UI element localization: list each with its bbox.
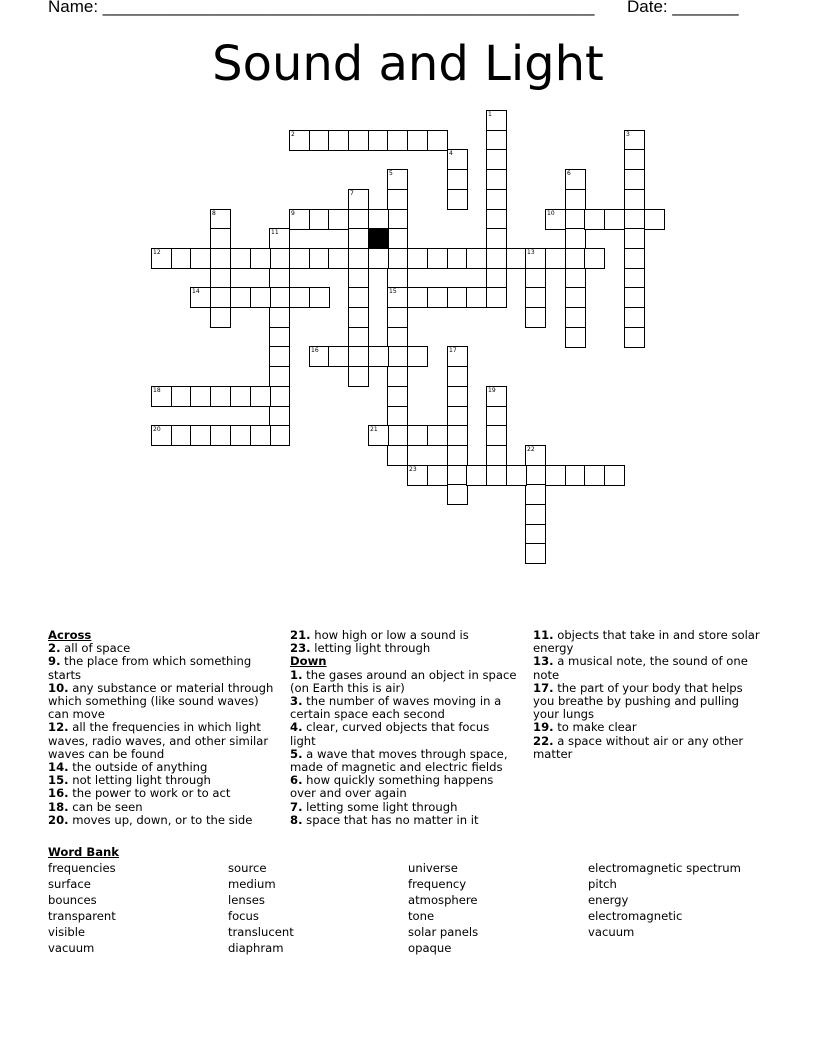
- grid-cell[interactable]: [230, 287, 251, 308]
- grid-cell[interactable]: [387, 169, 408, 190]
- grid-cell[interactable]: [230, 425, 251, 446]
- grid-cell[interactable]: [387, 248, 408, 269]
- grid-cell[interactable]: [506, 465, 527, 486]
- word-bank-item: vacuum: [588, 925, 635, 939]
- grid-cell[interactable]: [387, 386, 408, 407]
- word-bank-column-2: [228, 860, 294, 956]
- word-bank-item: pitch: [588, 877, 617, 891]
- grid-cell[interactable]: [447, 445, 468, 466]
- grid-cell[interactable]: [269, 425, 290, 446]
- down-clue: 1. the gases around an object in space (on Earth this is air): [290, 667, 517, 695]
- grid-cell[interactable]: [565, 268, 586, 289]
- grid-cell[interactable]: [387, 346, 408, 367]
- across-clue: 20. moves up, down, or to the side: [48, 812, 253, 827]
- grid-cell[interactable]: [565, 287, 586, 308]
- grid-cell[interactable]: [368, 346, 389, 367]
- grid-cell[interactable]: [250, 386, 271, 407]
- grid-cell[interactable]: [151, 425, 172, 446]
- name-field[interactable]: Name: ____________________________________________________: [48, 0, 595, 16]
- grid-cell[interactable]: [348, 287, 369, 308]
- grid-cell[interactable]: [151, 248, 172, 269]
- grid-cell[interactable]: [624, 268, 645, 289]
- grid-cell[interactable]: [407, 287, 428, 308]
- grid-cell[interactable]: [269, 366, 290, 387]
- grid-cell[interactable]: [624, 228, 645, 249]
- grid-cell[interactable]: [387, 366, 408, 387]
- down-clue: 5. a wave that moves through space, made of magnetic and electric fields: [290, 746, 508, 775]
- grid-cell[interactable]: [387, 228, 408, 249]
- grid-cell[interactable]: [525, 504, 546, 525]
- grid-cell[interactable]: [348, 209, 369, 230]
- grid-cell[interactable]: [407, 346, 428, 367]
- grid-cell[interactable]: [309, 248, 330, 269]
- clue-number: 17: [449, 347, 457, 354]
- across-clue: 2. all of space: [48, 641, 131, 656]
- grid-cell[interactable]: [447, 386, 468, 407]
- grid-cell[interactable]: [328, 209, 349, 230]
- grid-cell[interactable]: [387, 307, 408, 328]
- grid-cell[interactable]: [486, 228, 507, 249]
- grid-cell[interactable]: [545, 209, 566, 230]
- grid-cell[interactable]: [348, 189, 369, 210]
- grid-cell[interactable]: [387, 130, 408, 151]
- word-bank-column-3: [408, 860, 478, 956]
- down-clue: 17. the part of your body that helps you breathe by pushing and pulling your lungs: [533, 680, 743, 722]
- grid-cell[interactable]: [210, 228, 231, 249]
- grid-cell[interactable]: [624, 307, 645, 328]
- grid-cell[interactable]: [545, 248, 566, 269]
- grid-cell[interactable]: [309, 346, 330, 367]
- grid-cell[interactable]: [486, 209, 507, 230]
- grid-cell[interactable]: [269, 346, 290, 367]
- grid-cell[interactable]: [269, 406, 290, 427]
- grid-cell[interactable]: [447, 149, 468, 170]
- grid-cell[interactable]: [624, 189, 645, 210]
- grid-cell[interactable]: [289, 248, 310, 269]
- word-bank-item: solar panels: [408, 925, 479, 939]
- grid-cell[interactable]: [486, 110, 507, 131]
- across-heading: Across: [48, 628, 92, 642]
- grid-cell[interactable]: [584, 209, 605, 230]
- grid-cell[interactable]: [387, 445, 408, 466]
- grid-cell[interactable]: [486, 425, 507, 446]
- grid-cell[interactable]: [289, 130, 310, 151]
- grid-cell[interactable]: [447, 248, 468, 269]
- across-clue: 16. the power to work or to act: [48, 786, 231, 801]
- grid-cell[interactable]: [565, 169, 586, 190]
- grid-cell[interactable]: [624, 169, 645, 190]
- clue-number: 14: [192, 288, 200, 295]
- word-bank-item: surface: [48, 877, 91, 891]
- grid-cell[interactable]: [348, 228, 369, 249]
- across-clue: 15. not letting light through: [48, 773, 211, 788]
- clues-column-1: [48, 629, 276, 827]
- grid-cell[interactable]: [624, 149, 645, 170]
- grid-cell[interactable]: [486, 248, 507, 269]
- word-bank-item: bounces: [48, 893, 97, 907]
- grid-cell[interactable]: [368, 248, 389, 269]
- down-clue: 6. how quickly something happens over and over again: [290, 773, 494, 801]
- grid-cell[interactable]: [427, 130, 448, 151]
- grid-cell[interactable]: [387, 268, 408, 289]
- grid-cell[interactable]: [269, 327, 290, 348]
- word-bank-item: source: [228, 861, 267, 875]
- grid-cell[interactable]: [328, 346, 349, 367]
- word-bank-item: electromagnetic: [588, 909, 683, 923]
- grid-cell[interactable]: [525, 465, 546, 486]
- grid-cell[interactable]: [486, 189, 507, 210]
- clue-number: 2: [291, 131, 295, 138]
- clue-number: 12: [153, 249, 161, 256]
- grid-cell[interactable]: [525, 248, 546, 269]
- clue-number: 9: [291, 210, 295, 217]
- word-bank-item: focus: [228, 909, 259, 923]
- grid-cell[interactable]: [387, 209, 408, 230]
- grid-cell[interactable]: [525, 307, 546, 328]
- grid-cell[interactable]: [368, 425, 389, 446]
- grid-cell[interactable]: [447, 366, 468, 387]
- word-bank-item: visible: [48, 925, 86, 939]
- word-bank-item: vacuum: [48, 941, 95, 955]
- across-clue: 21. how high or low a sound is: [290, 628, 469, 642]
- grid-cell[interactable]: [486, 445, 507, 466]
- word-bank-item: lenses: [228, 893, 265, 907]
- word-bank-item: atmosphere: [408, 893, 478, 907]
- across-clue: 14. the outside of anything: [48, 760, 208, 775]
- grid-cell[interactable]: [269, 386, 290, 407]
- grid-cell[interactable]: [525, 484, 546, 505]
- grid-cell[interactable]: [190, 386, 211, 407]
- date-field[interactable]: Date: _______: [627, 0, 739, 16]
- grid-cell[interactable]: [348, 327, 369, 348]
- grid-cell[interactable]: [447, 406, 468, 427]
- grid-cell[interactable]: [171, 386, 192, 407]
- grid-cell[interactable]: [289, 209, 310, 230]
- grid-cell[interactable]: [427, 465, 448, 486]
- grid-cell[interactable]: [230, 248, 251, 269]
- grid-cell[interactable]: [309, 287, 330, 308]
- grid-cell[interactable]: [387, 189, 408, 210]
- grid-cell[interactable]: [466, 287, 487, 308]
- shaded-cell: [368, 228, 389, 249]
- grid-cell[interactable]: [506, 248, 527, 269]
- grid-cell[interactable]: [447, 189, 468, 210]
- grid-cell[interactable]: [565, 248, 586, 269]
- grid-cell[interactable]: [269, 307, 290, 328]
- grid-cell[interactable]: [604, 209, 625, 230]
- grid-cell[interactable]: [328, 130, 349, 151]
- grid-cell[interactable]: [210, 287, 231, 308]
- word-bank-item: frequency: [408, 877, 467, 891]
- grid-cell[interactable]: [427, 287, 448, 308]
- grid-cell[interactable]: [486, 465, 507, 486]
- across-clue: 10. any substance or material through which something (like sound waves) can move: [48, 680, 274, 722]
- grid-cell[interactable]: [348, 248, 369, 269]
- grid-cell[interactable]: [250, 248, 271, 269]
- grid-cell[interactable]: [565, 209, 586, 230]
- grid-cell[interactable]: [269, 268, 290, 289]
- grid-cell[interactable]: [348, 130, 369, 151]
- grid-cell[interactable]: [387, 425, 408, 446]
- grid-cell[interactable]: [447, 287, 468, 308]
- grid-cell[interactable]: [565, 307, 586, 328]
- word-bank-item: translucent: [228, 925, 294, 939]
- clue-number: 21: [370, 426, 378, 433]
- word-bank-column-4: [588, 860, 741, 940]
- grid-cell[interactable]: [486, 406, 507, 427]
- clue-number: 13: [527, 249, 535, 256]
- clue-number: 5: [389, 170, 393, 177]
- grid-cell[interactable]: [584, 248, 605, 269]
- clue-number: 1: [488, 111, 492, 118]
- grid-cell[interactable]: [447, 346, 468, 367]
- grid-cell[interactable]: [190, 425, 211, 446]
- grid-cell[interactable]: [624, 327, 645, 348]
- grid-cell[interactable]: [624, 130, 645, 151]
- grid-cell[interactable]: [309, 130, 330, 151]
- word-bank-item: transparent: [48, 909, 116, 923]
- grid-cell[interactable]: [486, 287, 507, 308]
- grid-cell[interactable]: [565, 189, 586, 210]
- grid-cell[interactable]: [171, 425, 192, 446]
- across-clue: 9. the place from which something starts: [48, 654, 252, 682]
- clue-number: 18: [153, 387, 161, 394]
- grid-cell[interactable]: [328, 248, 349, 269]
- grid-cell[interactable]: [368, 130, 389, 151]
- word-bank-item: frequencies: [48, 861, 116, 875]
- grid-cell[interactable]: [368, 209, 389, 230]
- clue-number: 11: [271, 229, 279, 236]
- clues-column-3: [533, 629, 765, 761]
- clue-number: 19: [488, 387, 496, 394]
- down-clue: 3. the number of waves moving in a certain space each second: [290, 694, 502, 722]
- grid-cell[interactable]: [151, 386, 172, 407]
- grid-cell[interactable]: [565, 228, 586, 249]
- grid-cell[interactable]: [486, 268, 507, 289]
- grid-cell[interactable]: [525, 543, 546, 564]
- grid-cell[interactable]: [250, 287, 271, 308]
- grid-cell[interactable]: [565, 465, 586, 486]
- grid-cell[interactable]: [309, 209, 330, 230]
- clue-number: 20: [153, 426, 161, 433]
- grid-cell[interactable]: [624, 209, 645, 230]
- grid-cell[interactable]: [447, 465, 468, 486]
- word-bank-item: energy: [588, 893, 629, 907]
- grid-cell[interactable]: [407, 248, 428, 269]
- grid-cell[interactable]: [525, 524, 546, 545]
- word-bank-item: universe: [408, 861, 458, 875]
- clue-number: 15: [389, 288, 397, 295]
- down-clue: 7. letting some light through: [290, 799, 458, 814]
- across-clue: 18. can be seen: [48, 799, 143, 814]
- down-heading: Down: [290, 654, 327, 669]
- grid-cell[interactable]: [644, 209, 665, 230]
- grid-cell[interactable]: [427, 425, 448, 446]
- clues-column-2: [290, 629, 518, 827]
- down-clue: 19. to make clear: [533, 720, 637, 735]
- grid-cell[interactable]: [210, 307, 231, 328]
- grid-cell[interactable]: [466, 248, 487, 269]
- grid-cell[interactable]: [525, 445, 546, 466]
- grid-cell[interactable]: [427, 248, 448, 269]
- grid-cell[interactable]: [269, 228, 290, 249]
- clue-number: 22: [527, 446, 535, 453]
- down-clue: 13. a musical note, the sound of one note: [533, 654, 748, 682]
- grid-cell[interactable]: [210, 425, 231, 446]
- page-title: Sound and Light: [212, 36, 604, 92]
- clue-number: 8: [212, 210, 216, 217]
- grid-cell[interactable]: [348, 346, 369, 367]
- clue-number: 6: [567, 170, 571, 177]
- grid-cell[interactable]: [486, 149, 507, 170]
- grid-cell[interactable]: [387, 327, 408, 348]
- grid-cell[interactable]: [171, 248, 192, 269]
- grid-cell[interactable]: [250, 425, 271, 446]
- grid-cell[interactable]: [584, 465, 605, 486]
- grid-cell[interactable]: [525, 287, 546, 308]
- grid-cell[interactable]: [210, 209, 231, 230]
- grid-cell[interactable]: [486, 386, 507, 407]
- grid-cell[interactable]: [604, 465, 625, 486]
- grid-cell[interactable]: [348, 268, 369, 289]
- down-clue: 8. space that has no matter in it: [290, 812, 479, 827]
- across-clue: 23. letting light through: [290, 641, 431, 656]
- grid-cell[interactable]: [190, 287, 211, 308]
- grid-cell[interactable]: [387, 287, 408, 308]
- grid-cell[interactable]: [387, 406, 408, 427]
- grid-cell[interactable]: [486, 169, 507, 190]
- grid-cell[interactable]: [289, 287, 310, 308]
- grid-cell[interactable]: [210, 248, 231, 269]
- down-clue: 4. clear, curved objects that focus light: [290, 720, 490, 748]
- grid-cell[interactable]: [190, 248, 211, 269]
- word-bank-heading: Word Bank: [48, 845, 120, 859]
- clue-number: 10: [547, 210, 555, 217]
- grid-cell[interactable]: [210, 268, 231, 289]
- word-bank-item: tone: [408, 909, 435, 923]
- clue-number: 3: [626, 131, 630, 138]
- word-bank-item: diaphram: [228, 941, 284, 955]
- across-clue: 12. all the frequencies in which light waves, radio waves, and other similar waves can be found: [48, 720, 269, 761]
- grid-cell[interactable]: [486, 130, 507, 151]
- grid-cell[interactable]: [447, 169, 468, 190]
- grid-cell[interactable]: [407, 465, 428, 486]
- grid-cell[interactable]: [230, 386, 251, 407]
- word-bank-item: opaque: [408, 941, 452, 955]
- grid-cell[interactable]: [348, 366, 369, 387]
- grid-cell[interactable]: [466, 465, 487, 486]
- down-clue: 22. a space without air or any other matter: [533, 733, 744, 761]
- word-bank-column-1: [48, 860, 116, 956]
- clue-number: 23: [409, 466, 417, 473]
- down-clue: 11. objects that take in and store solar energy: [533, 628, 760, 656]
- grid-cell[interactable]: [407, 425, 428, 446]
- grid-cell[interactable]: [447, 484, 468, 505]
- grid-cell[interactable]: [269, 287, 290, 308]
- grid-cell[interactable]: [624, 248, 645, 269]
- clue-number: 4: [449, 150, 453, 157]
- grid-cell[interactable]: [407, 130, 428, 151]
- word-bank-item: medium: [228, 877, 276, 891]
- word-bank-item: electromagnetic spectrum: [588, 861, 741, 875]
- grid-cell[interactable]: [545, 465, 566, 486]
- clue-number: 16: [311, 347, 319, 354]
- grid-cell[interactable]: [269, 248, 290, 269]
- grid-cell[interactable]: [447, 425, 468, 446]
- grid-cell[interactable]: [210, 386, 231, 407]
- clue-number: 7: [350, 190, 354, 197]
- grid-cell[interactable]: [565, 327, 586, 348]
- grid-cell[interactable]: [525, 268, 546, 289]
- grid-cell[interactable]: [624, 287, 645, 308]
- grid-cell[interactable]: [348, 307, 369, 328]
